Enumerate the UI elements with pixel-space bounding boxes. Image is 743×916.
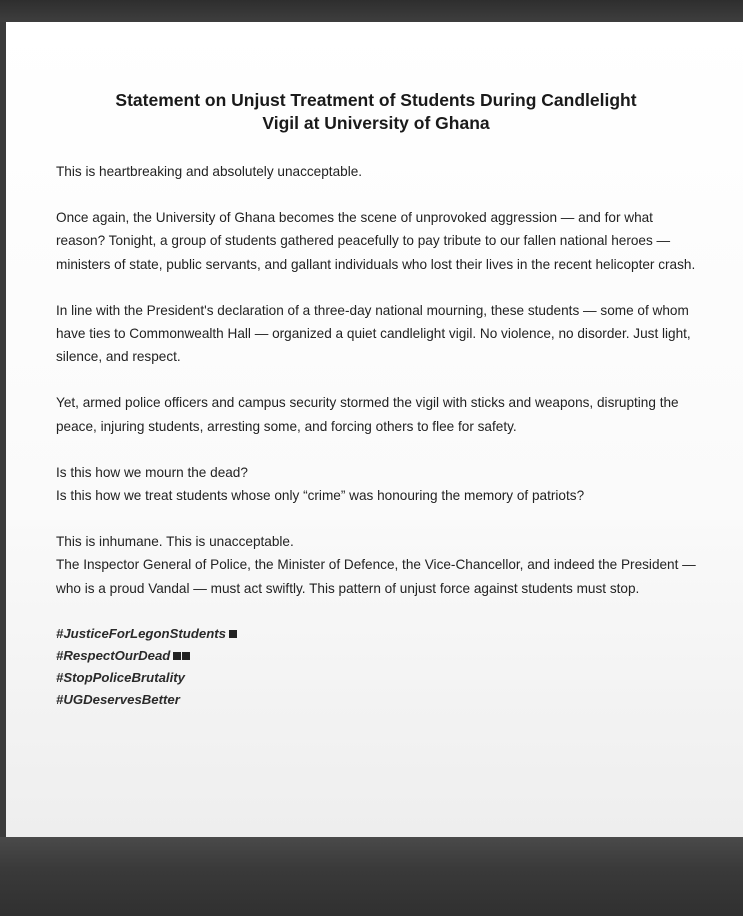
paragraph-police: Yet, armed police officers and campus security stormed the vigil with sticks and weapons, disrupting the peace, injuring students, arresting some, and forcing others to flee for safety. [56, 395, 679, 434]
closing-line-1: This is inhumane. This is unacceptable. [56, 534, 294, 550]
top-bar [0, 0, 743, 22]
hashtag-item: #StopPoliceBrutality [56, 669, 185, 685]
paragraph-intro: This is heartbreaking and absolutely unacceptable. [56, 164, 363, 179]
closing-line-2: The Inspector General of Police, the Minister of Defence, the Vice-Chancellor, and indeed the President — who is a proud Vandal — must act swiftly. This pattern of unjust force against students must stop. [56, 557, 696, 596]
black-square-icon [173, 652, 181, 660]
hashtag-list [56, 623, 696, 711]
black-square-icon [229, 630, 237, 638]
question-2: Is this how we treat students whose only “crime” was honouring the memory of patriots? [56, 488, 585, 504]
question-1: Is this how we mourn the dead? [56, 464, 248, 480]
hashtag-item: #JusticeForLegonStudents [56, 623, 696, 645]
hashtag-item: #RespectOurDead [56, 645, 696, 667]
statement-body [56, 160, 696, 711]
paragraph-vigil: In line with the President's declaration of a three-day national mourning, these students — some of whom have ties to Commonwealth Hall — organized a quiet candlelight vigil. No violence, no disorder. Just light, silence, and respect. [56, 302, 691, 365]
black-square-icon [182, 652, 190, 660]
paragraph-closing [56, 530, 696, 600]
bottom-bar [0, 837, 743, 916]
paragraph-questions [56, 461, 696, 507]
paragraph-aggression: Once again, the University of Ghana becomes the scene of unprovoked aggression — and for what reason? Tonight, a group of students gathered peacefully to pay tribute to our fallen national heroes — ministers of state, public servants, and gallant individuals who lost their lives in the recent helicopter crash. [56, 210, 696, 272]
statement-title [46, 89, 706, 135]
title-line-1: Statement on Unjust Treatment of Students During Candlelight [115, 90, 637, 110]
hashtag-item: #UGDeservesBetter [56, 691, 180, 707]
title-line-2: Vigil at University of Ghana [262, 113, 490, 133]
